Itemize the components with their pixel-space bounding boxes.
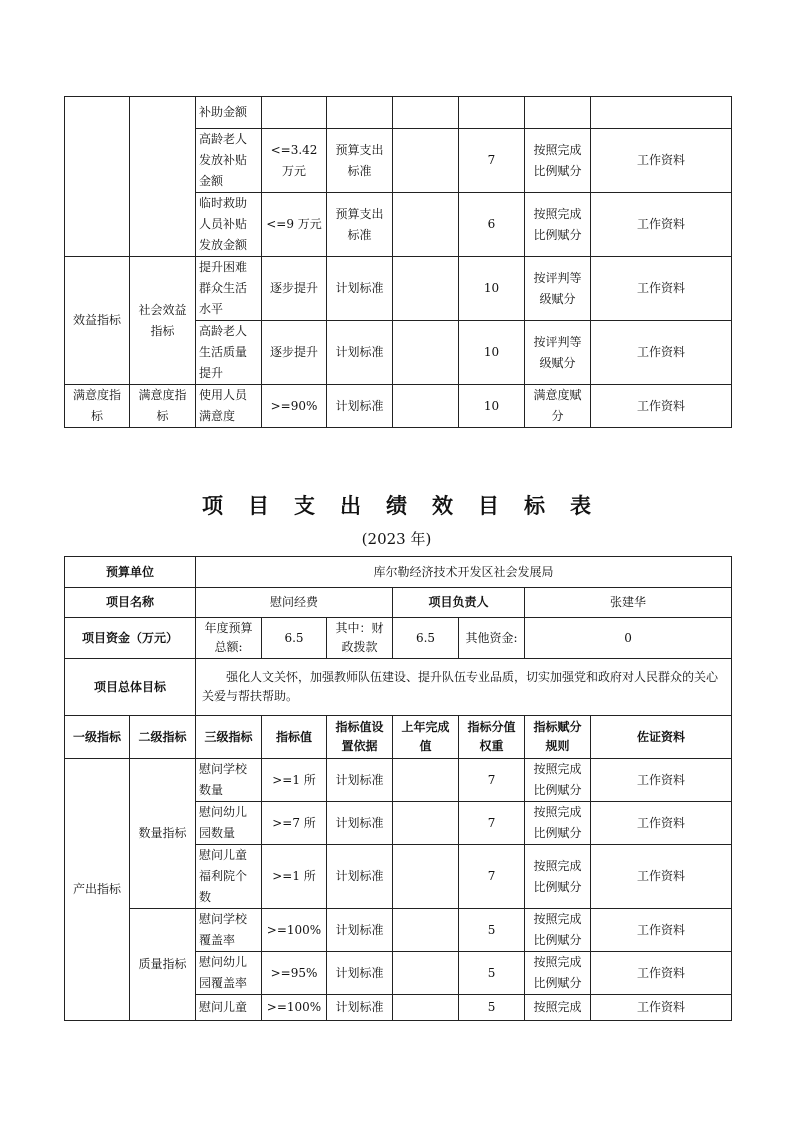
header-value: 指标值 xyxy=(262,716,327,759)
value-cell: >=100% xyxy=(262,995,327,1021)
project-name-value: 慰问经费 xyxy=(196,588,393,618)
level1-cell xyxy=(65,97,130,257)
level3-cell: 临时救助人员补贴发放金额 xyxy=(196,193,262,257)
evidence-cell: 工作资料 xyxy=(591,845,732,909)
last-year-cell xyxy=(393,385,459,428)
level3-cell: 提升困难群众生活水平 xyxy=(196,257,262,321)
value-cell: >=1 所 xyxy=(262,759,327,802)
level3-cell: 使用人员满意度 xyxy=(196,385,262,428)
header-evidence: 佐证资料 xyxy=(591,716,732,759)
last-year-cell xyxy=(393,759,459,802)
header-level1: 一级指标 xyxy=(65,716,130,759)
header-weight: 指标分值权重 xyxy=(459,716,525,759)
header-basis: 指标值设置依据 xyxy=(327,716,393,759)
fiscal-label: 其中：财政拨款 xyxy=(327,618,393,659)
weight-cell: 5 xyxy=(459,995,525,1021)
budget-unit-row xyxy=(65,557,732,588)
rule-cell: 按照完成比例赋分 xyxy=(525,909,591,952)
last-year-cell xyxy=(393,952,459,995)
value-cell: <=9 万元 xyxy=(262,193,327,257)
basis-cell: 计划标准 xyxy=(327,802,393,845)
level3-cell: 慰问儿童福利院个数 xyxy=(196,845,262,909)
weight-cell: 7 xyxy=(459,759,525,802)
other-funds-label: 其他资金: xyxy=(459,618,525,659)
fiscal-value: 6.5 xyxy=(393,618,459,659)
last-year-cell xyxy=(393,321,459,385)
table-row xyxy=(65,97,732,129)
weight-cell: 6 xyxy=(459,193,525,257)
evidence-cell: 工作资料 xyxy=(591,193,732,257)
weight-cell: 10 xyxy=(459,385,525,428)
value-cell: 逐步提升 xyxy=(262,321,327,385)
evidence-cell: 工作资料 xyxy=(591,952,732,995)
rule-cell: 满意度赋分 xyxy=(525,385,591,428)
basis-cell: 计划标准 xyxy=(327,995,393,1021)
level3-cell: 慰问幼儿园数量 xyxy=(196,802,262,845)
last-year-cell xyxy=(393,802,459,845)
level3-cell: 慰问幼儿园覆盖率 xyxy=(196,952,262,995)
basis-cell: 计划标准 xyxy=(327,952,393,995)
last-year-cell xyxy=(393,97,459,129)
rule-cell: 按评判等级赋分 xyxy=(525,257,591,321)
basis-cell: 计划标准 xyxy=(327,321,393,385)
evidence-cell xyxy=(591,97,732,129)
last-year-cell xyxy=(393,845,459,909)
basis-cell: 计划标准 xyxy=(327,909,393,952)
last-year-cell xyxy=(393,193,459,257)
basis-cell xyxy=(327,97,393,129)
rule-cell: 按照完成比例赋分 xyxy=(525,129,591,193)
rule-cell: 按评判等级赋分 xyxy=(525,321,591,385)
rule-cell: 按照完成比例赋分 xyxy=(525,802,591,845)
weight-cell: 10 xyxy=(459,257,525,321)
weight-cell xyxy=(459,97,525,129)
annual-budget-label: 年度预算总额: xyxy=(196,618,262,659)
funds-label: 项目资金（万元） xyxy=(65,618,196,659)
basis-cell: 计划标准 xyxy=(327,257,393,321)
last-year-cell xyxy=(393,129,459,193)
goal-label: 项目总体目标 xyxy=(65,659,196,716)
level2-cell: 质量指标 xyxy=(130,909,196,1021)
value-cell: >=100% xyxy=(262,909,327,952)
level2-cell: 数量指标 xyxy=(130,759,196,909)
level2-cell: 社会效益指标 xyxy=(130,257,196,385)
header-last-year: 上年完成值 xyxy=(393,716,459,759)
budget-unit-label: 预算单位 xyxy=(65,557,196,588)
table-row xyxy=(65,909,732,952)
evidence-cell: 工作资料 xyxy=(591,321,732,385)
basis-cell: 预算支出标准 xyxy=(327,129,393,193)
weight-cell: 7 xyxy=(459,845,525,909)
value-cell: 逐步提升 xyxy=(262,257,327,321)
weight-cell: 5 xyxy=(459,952,525,995)
level2-cell xyxy=(130,97,196,257)
weight-cell: 10 xyxy=(459,321,525,385)
rule-cell: 按照完成比例赋分 xyxy=(525,759,591,802)
header-row xyxy=(65,716,732,759)
manager-value: 张建华 xyxy=(525,588,732,618)
rule-cell: 按照完成 xyxy=(525,995,591,1021)
value-cell: >=7 所 xyxy=(262,802,327,845)
basis-cell: 计划标准 xyxy=(327,845,393,909)
evidence-cell: 工作资料 xyxy=(591,759,732,802)
table-row xyxy=(65,759,732,802)
budget-unit-value: 库尔勒经济技术开发区社会发展局 xyxy=(196,557,732,588)
project-name-label: 项目名称 xyxy=(65,588,196,618)
header-rule: 指标赋分规则 xyxy=(525,716,591,759)
page-title: 项目支出绩效目标表 xyxy=(202,493,616,518)
performance-goal-table xyxy=(64,556,732,1021)
table-row xyxy=(65,385,732,428)
value-cell: >=90% xyxy=(262,385,327,428)
value-cell: <=3.42 万元 xyxy=(262,129,327,193)
evidence-cell: 工作资料 xyxy=(591,909,732,952)
evidence-cell: 工作资料 xyxy=(591,802,732,845)
other-funds-value: 0 xyxy=(525,618,732,659)
header-level3: 三级指标 xyxy=(196,716,262,759)
funds-row xyxy=(65,618,732,659)
value-cell: >=1 所 xyxy=(262,845,327,909)
last-year-cell xyxy=(393,909,459,952)
rule-cell: 按照完成比例赋分 xyxy=(525,845,591,909)
value-cell: >=95% xyxy=(262,952,327,995)
last-year-cell xyxy=(393,257,459,321)
goal-row xyxy=(65,659,732,716)
weight-cell: 7 xyxy=(459,802,525,845)
year-subtitle: (2023 年) xyxy=(361,530,432,548)
rule-cell: 按照完成比例赋分 xyxy=(525,952,591,995)
level1-cell: 产出指标 xyxy=(65,759,130,1021)
header-level2: 二级指标 xyxy=(130,716,196,759)
level3-cell: 慰问学校覆盖率 xyxy=(196,909,262,952)
weight-cell: 7 xyxy=(459,129,525,193)
basis-cell: 预算支出标准 xyxy=(327,193,393,257)
level1-cell: 满意度指标 xyxy=(65,385,130,428)
basis-cell: 计划标准 xyxy=(327,385,393,428)
level3-cell: 高龄老人发放补贴金额 xyxy=(196,129,262,193)
level1-cell: 效益指标 xyxy=(65,257,130,385)
evidence-cell: 工作资料 xyxy=(591,385,732,428)
continued-indicator-table xyxy=(64,96,732,428)
rule-cell xyxy=(525,97,591,129)
manager-label: 项目负责人 xyxy=(393,588,525,618)
goal-text: 强化人文关怀，加强教师队伍建设、提升队伍专业品质，切实加强党和政府对人民群众的关心关爱与帮扶帮助。 xyxy=(196,659,732,716)
evidence-cell: 工作资料 xyxy=(591,257,732,321)
table-row xyxy=(65,257,732,321)
weight-cell: 5 xyxy=(459,909,525,952)
level3-cell: 补助金额 xyxy=(196,97,262,129)
last-year-cell xyxy=(393,995,459,1021)
level3-cell: 高龄老人生活质量提升 xyxy=(196,321,262,385)
value-cell xyxy=(262,97,327,129)
level3-cell: 慰问儿童 xyxy=(196,995,262,1021)
annual-budget-value: 6.5 xyxy=(262,618,327,659)
rule-cell: 按照完成比例赋分 xyxy=(525,193,591,257)
evidence-cell: 工作资料 xyxy=(591,995,732,1021)
project-name-row xyxy=(65,588,732,618)
level2-cell: 满意度指标 xyxy=(130,385,196,428)
basis-cell: 计划标准 xyxy=(327,759,393,802)
evidence-cell: 工作资料 xyxy=(591,129,732,193)
level3-cell: 慰问学校数量 xyxy=(196,759,262,802)
